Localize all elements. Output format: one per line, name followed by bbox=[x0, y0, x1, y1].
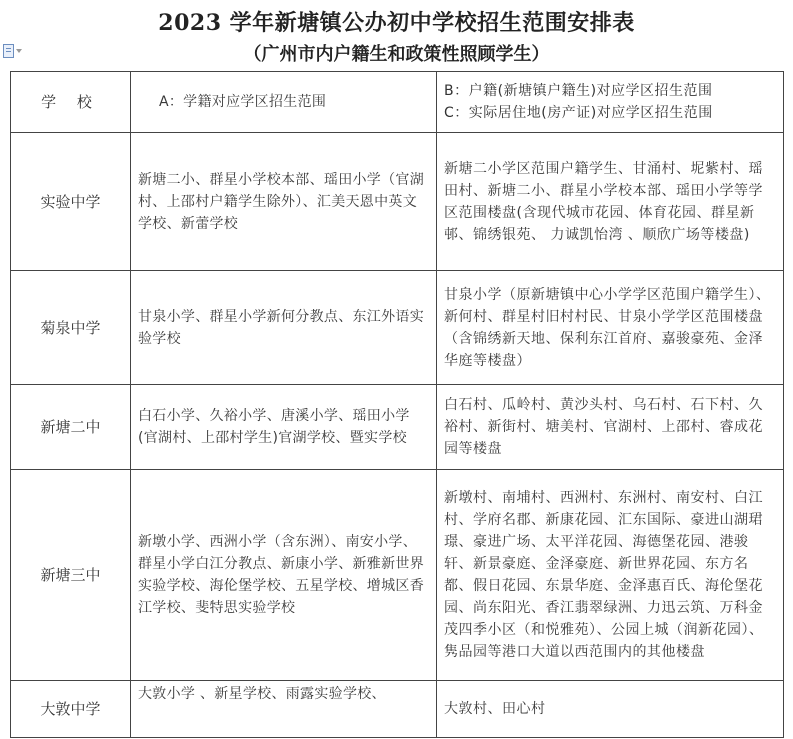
header-col-a: A：学籍对应学区招生范围 bbox=[131, 72, 437, 133]
table-row bbox=[11, 133, 784, 271]
col-bc-cell: 大敦村、田心村 bbox=[437, 681, 784, 738]
table-row bbox=[11, 271, 784, 385]
header-school: 学 校 bbox=[11, 72, 131, 133]
school-name: 新塘二中 bbox=[11, 385, 131, 470]
col-bc-cell: 新墩村、南埔村、西洲村、东洲村、南安村、白江村、学府名郡、新康花园、汇东国际、豪进山湖珺璟、豪进广场、太平洋花园、海德堡花园、港骏轩、新景豪庭、金泽豪庭、新世界花园、东方名都、假日花园、东景华庭、金泽惠百氏、海伦堡花园、尚东阳光、香江翡翠绿洲、力迅云筑、万科金茂四季小区（和悦雅苑）、公园上城（润新花园）、隽品园等港口大道以西范围内的其他楼盘 bbox=[437, 470, 784, 681]
enrollment-table bbox=[10, 71, 784, 738]
col-a-cell: 大敦小学 、新星学校、雨露实验学校、 bbox=[131, 681, 437, 738]
col-bc-cell: 甘泉小学（原新塘镇中心小学学区范围户籍学生）、新何村、群星村旧村村民、甘泉小学学区范围楼盘（含锦绣新天地、保利东江首府、嘉骏豪苑、金泽华庭等楼盘） bbox=[437, 271, 784, 385]
col-a-cell: 白石小学、久裕小学、唐溪小学、瑶田小学(官湖村、上邵村学生)官湖学校、暨实学校 bbox=[131, 385, 437, 470]
school-name: 新塘三中 bbox=[11, 470, 131, 681]
table-header-row bbox=[11, 72, 784, 133]
col-a-cell: 新墩小学、西洲小学（含东洲）、南安小学、群星小学白江分教点、新康小学、新雅新世界实验学校、海伦堡学校、五星学校、增城区香江学校、斐特思实验学校 bbox=[131, 470, 437, 681]
header-col-bc bbox=[437, 72, 784, 133]
header-col-b: B：户籍(新塘镇户籍生)对应学区招生范围 bbox=[444, 83, 713, 99]
table-row bbox=[11, 470, 784, 681]
col-a-cell: 甘泉小学、群星小学新何分教点、东江外语实验学校 bbox=[131, 271, 437, 385]
col-bc-cell: 白石村、瓜岭村、黄沙头村、乌石村、石下村、久裕村、新街村、塘美村、官湖村、上邵村、睿成花园等楼盘 bbox=[437, 385, 784, 470]
school-name: 实验中学 bbox=[11, 133, 131, 271]
page-subtitle: （广州市内户籍生和政策性照顾学生） bbox=[243, 44, 550, 65]
header-col-c: C：实际居住地(房产证)对应学区招生范围 bbox=[444, 105, 713, 121]
table-row bbox=[11, 385, 784, 470]
col-a-cell: 新塘二小、群星小学校本部、瑶田小学（官湖村、上邵村户籍学生除外）、汇美天恩中英文学校、新蕾学校 bbox=[131, 133, 437, 271]
table-row bbox=[11, 681, 784, 738]
school-name: 菊泉中学 bbox=[11, 271, 131, 385]
school-name: 大敦中学 bbox=[11, 681, 131, 738]
col-bc-cell: 新塘二小学区范围户籍学生、甘涌村、坭紫村、瑶田村、新塘二小、群星小学校本部、瑶田小学等学区范围楼盘(含现代城市花园、体育花园、群星新邨、锦绣银苑、 力诚凯怡湾 、顺欣广场等楼盘) bbox=[437, 133, 784, 271]
page-title: 2023 学年新塘镇公办初中学校招生范围安排表 bbox=[158, 10, 635, 36]
